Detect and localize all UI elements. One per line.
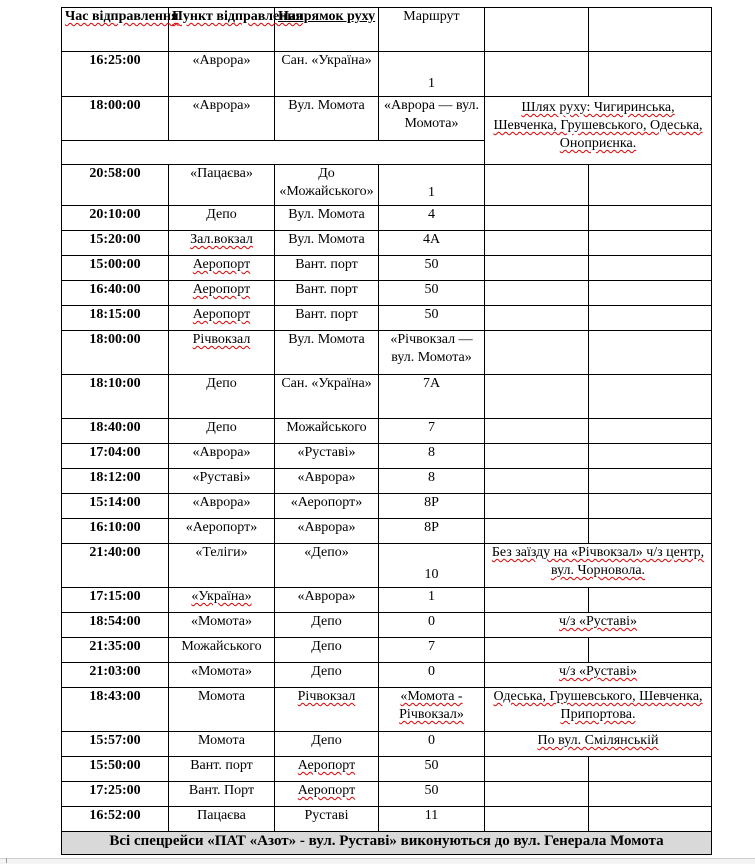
empty-cell xyxy=(589,256,712,281)
route-cell: 4А xyxy=(379,231,485,256)
time-cell: 20:58:00 xyxy=(62,165,169,206)
route-cell: 0 xyxy=(379,663,485,688)
point-cell: Пацаєва xyxy=(169,807,275,832)
table-row xyxy=(62,588,712,613)
empty-cell xyxy=(589,165,712,206)
table-row xyxy=(62,231,712,256)
direction-cell: Вул. Момота xyxy=(275,231,379,256)
direction-cell: «Аврора» xyxy=(275,469,379,494)
route-cell: 8 xyxy=(379,444,485,469)
direction-cell: «Депо» xyxy=(275,544,379,588)
route-cell: 50 xyxy=(379,757,485,782)
direction-cell: «Аврора» xyxy=(275,588,379,613)
point-cell: Вант. порт xyxy=(169,757,275,782)
direction-cell: «Руставі» xyxy=(275,444,379,469)
empty-cell xyxy=(589,469,712,494)
time-cell: 18:15:00 xyxy=(62,306,169,331)
direction-cell: Депо xyxy=(275,613,379,638)
point-cell: Вант. Порт xyxy=(169,782,275,807)
time-cell: 20:10:00 xyxy=(62,206,169,231)
time-cell: 18:00:00 xyxy=(62,97,169,141)
table-row xyxy=(62,331,712,375)
empty-cell xyxy=(62,141,485,165)
point-cell: «Аеропорт» xyxy=(169,519,275,544)
point-cell: Аеропорт xyxy=(169,306,275,331)
table-row xyxy=(62,807,712,832)
route-cell: 8Р xyxy=(379,519,485,544)
header-empty-2 xyxy=(589,8,712,52)
empty-cell xyxy=(485,165,589,206)
route-cell: 1 xyxy=(379,588,485,613)
empty-cell xyxy=(485,256,589,281)
page-edge xyxy=(0,858,755,864)
table-row xyxy=(62,688,712,732)
route-cell: 8 xyxy=(379,469,485,494)
time-cell: 15:20:00 xyxy=(62,231,169,256)
point-cell: «Аврора» xyxy=(169,52,275,97)
empty-cell xyxy=(589,419,712,444)
empty-cell xyxy=(485,375,589,419)
route-cell: 7 xyxy=(379,419,485,444)
point-cell: «Аврора» xyxy=(169,444,275,469)
point-cell: Аеропорт xyxy=(169,256,275,281)
header-row xyxy=(62,8,712,52)
table-row xyxy=(62,419,712,444)
time-cell: 17:04:00 xyxy=(62,444,169,469)
direction-cell: Вул. Момота xyxy=(275,206,379,231)
point-cell: Депо xyxy=(169,206,275,231)
empty-cell xyxy=(589,281,712,306)
time-cell: 18:43:00 xyxy=(62,688,169,732)
empty-cell xyxy=(589,206,712,231)
empty-cell xyxy=(485,519,589,544)
route-cell: 50 xyxy=(379,306,485,331)
time-cell: 16:40:00 xyxy=(62,281,169,306)
empty-cell xyxy=(589,375,712,419)
empty-cell xyxy=(589,306,712,331)
point-cell: Депо xyxy=(169,375,275,419)
time-cell: 18:10:00 xyxy=(62,375,169,419)
time-cell: 18:40:00 xyxy=(62,419,169,444)
route-cell: «Річвокзал — вул. Момота» xyxy=(379,331,485,375)
table-row xyxy=(62,613,712,638)
time-cell: 21:03:00 xyxy=(62,663,169,688)
point-cell: Зал.вокзал xyxy=(169,231,275,256)
route-cell: 7 xyxy=(379,638,485,663)
point-cell: «Аврора» xyxy=(169,97,275,141)
table-row xyxy=(62,757,712,782)
route-cell: «Момота - Річвокзал» xyxy=(379,688,485,732)
time-cell: 15:50:00 xyxy=(62,757,169,782)
empty-cell xyxy=(485,52,589,97)
footer-note: Всі спецрейси «ПАТ «Азот» - вул. Руставі» виконуються до вул. Генерала Момота xyxy=(62,832,712,855)
table-row xyxy=(62,519,712,544)
direction-cell: Депо xyxy=(275,732,379,757)
route-cell: 8Р xyxy=(379,494,485,519)
empty-cell xyxy=(485,206,589,231)
empty-cell xyxy=(485,281,589,306)
point-cell: Можайського xyxy=(169,638,275,663)
route-cell: 10 xyxy=(379,544,485,588)
empty-cell xyxy=(485,757,589,782)
direction-cell: Депо xyxy=(275,663,379,688)
route-cell: 1 xyxy=(379,165,485,206)
table-row xyxy=(62,97,712,141)
empty-cell xyxy=(589,331,712,375)
direction-cell: Депо xyxy=(275,638,379,663)
header-time: Час відправлення xyxy=(62,8,169,52)
route-cell: 7А xyxy=(379,375,485,419)
empty-cell xyxy=(589,519,712,544)
empty-cell xyxy=(589,782,712,807)
table-row xyxy=(62,638,712,663)
direction-cell: Сан. «Україна» xyxy=(275,52,379,97)
header-route: Маршрут xyxy=(379,8,485,52)
point-cell: Річвокзал xyxy=(169,331,275,375)
route-cell: 11 xyxy=(379,807,485,832)
empty-cell xyxy=(485,444,589,469)
direction-cell: «Аеропорт» xyxy=(275,494,379,519)
direction-cell: Вул. Момота xyxy=(275,331,379,375)
empty-cell xyxy=(589,638,712,663)
note-cell: Без заїзду на «Річвокзал» ч/з центр, вул. Чорновола. xyxy=(485,544,712,588)
point-cell: Момота xyxy=(169,688,275,732)
point-cell: Момота xyxy=(169,732,275,757)
route-cell: 50 xyxy=(379,281,485,306)
direction-cell: Вант. порт xyxy=(275,256,379,281)
direction-cell: Сан. «Україна» xyxy=(275,375,379,419)
time-cell: 18:54:00 xyxy=(62,613,169,638)
table-row xyxy=(62,52,712,97)
table-row xyxy=(62,494,712,519)
header-point: Пункт відправлення xyxy=(169,8,275,52)
time-cell: 17:25:00 xyxy=(62,782,169,807)
empty-cell xyxy=(485,419,589,444)
point-cell: «Україна» xyxy=(169,588,275,613)
empty-cell xyxy=(485,331,589,375)
time-cell: 18:12:00 xyxy=(62,469,169,494)
header-empty-1 xyxy=(485,8,589,52)
empty-cell xyxy=(589,494,712,519)
note-cell: ч/з «Руставі» xyxy=(485,613,712,638)
route-cell: 0 xyxy=(379,613,485,638)
time-cell: 15:14:00 xyxy=(62,494,169,519)
time-cell: 15:57:00 xyxy=(62,732,169,757)
empty-cell xyxy=(589,52,712,97)
direction-cell: «Аврора» xyxy=(275,519,379,544)
empty-cell xyxy=(485,807,589,832)
table-row xyxy=(62,469,712,494)
note-cell: По вул. Смілянській xyxy=(485,732,712,757)
point-cell: «Руставі» xyxy=(169,469,275,494)
route-cell: 4 xyxy=(379,206,485,231)
table-row xyxy=(62,375,712,419)
direction-cell: Вул. Момота xyxy=(275,97,379,141)
point-cell: «Момота» xyxy=(169,663,275,688)
direction-cell: Вант. порт xyxy=(275,306,379,331)
point-cell: Аеропорт xyxy=(169,281,275,306)
empty-cell xyxy=(485,782,589,807)
time-cell: 15:00:00 xyxy=(62,256,169,281)
schedule-table xyxy=(61,7,712,855)
header-direction: Напрямок руху xyxy=(275,8,379,52)
table-row xyxy=(62,281,712,306)
direction-cell: Вант. порт xyxy=(275,281,379,306)
table-row xyxy=(62,663,712,688)
table-row xyxy=(62,782,712,807)
direction-cell: Можайського xyxy=(275,419,379,444)
route-cell: 50 xyxy=(379,256,485,281)
point-cell: «Момота» xyxy=(169,613,275,638)
route-cell: 1 xyxy=(379,52,485,97)
time-cell: 16:10:00 xyxy=(62,519,169,544)
route-cell: 50 xyxy=(379,782,485,807)
empty-cell xyxy=(589,588,712,613)
table-row xyxy=(62,732,712,757)
empty-cell xyxy=(485,231,589,256)
table-row xyxy=(62,444,712,469)
point-cell: Депо xyxy=(169,419,275,444)
route-cell: «Аврора — вул. Момота» xyxy=(379,97,485,141)
time-cell: 18:00:00 xyxy=(62,331,169,375)
footer-row xyxy=(62,832,712,855)
empty-cell xyxy=(589,444,712,469)
direction-cell: Аеропорт xyxy=(275,782,379,807)
empty-cell xyxy=(485,494,589,519)
time-cell: 21:35:00 xyxy=(62,638,169,663)
table-row xyxy=(62,256,712,281)
time-cell: 21:40:00 xyxy=(62,544,169,588)
empty-cell xyxy=(485,638,589,663)
table-row xyxy=(62,306,712,331)
direction-cell: Руставі xyxy=(275,807,379,832)
direction-cell: До «Можайського» xyxy=(275,165,379,206)
time-cell: 17:15:00 xyxy=(62,588,169,613)
note-cell: Одеська, Грушевського, Шевченка, Припортова. xyxy=(485,688,712,732)
time-cell: 16:25:00 xyxy=(62,52,169,97)
empty-cell xyxy=(589,807,712,832)
ruler-tick xyxy=(6,858,15,863)
route-cell: 0 xyxy=(379,732,485,757)
direction-cell: Річвокзал xyxy=(275,688,379,732)
time-cell: 16:52:00 xyxy=(62,807,169,832)
note-cell: Шлях руху: Чигиринська, Шевченка, Грушевського, Одеська, Оноприєнка. xyxy=(485,97,712,165)
empty-cell xyxy=(485,306,589,331)
point-cell: «Теліги» xyxy=(169,544,275,588)
point-cell: «Пацаєва» xyxy=(169,165,275,206)
table-row xyxy=(62,165,712,206)
table-row xyxy=(62,544,712,588)
empty-cell xyxy=(589,757,712,782)
empty-cell xyxy=(485,588,589,613)
point-cell: «Аврора» xyxy=(169,494,275,519)
direction-cell: Аеропорт xyxy=(275,757,379,782)
table-row xyxy=(62,206,712,231)
empty-cell xyxy=(589,231,712,256)
empty-cell xyxy=(485,469,589,494)
note-cell: ч/з «Руставі» xyxy=(485,663,712,688)
